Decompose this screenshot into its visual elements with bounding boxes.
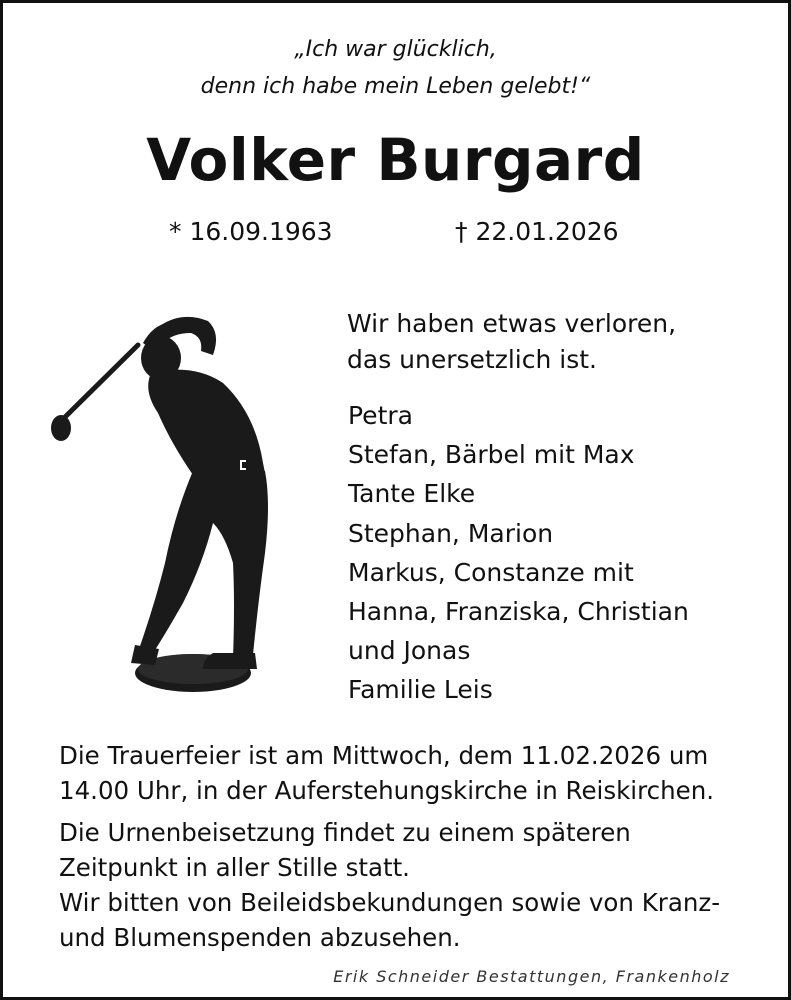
birth-date: * 16.09.1963 [169,217,333,246]
mourner-entry: Markus, Constanze mit [348,557,634,587]
intro-text [347,306,676,378]
request-line-1: Wir bitten von Beileidsbekundungen sowie von Kranz- [59,888,721,917]
quote [3,31,788,105]
service-line-2: 14.00 Uhr, in der Auferstehungskirche in Reiskirchen. [59,776,715,805]
death-date: † 22.01.2026 [455,217,619,246]
mourner-entry: und Jonas [348,636,471,666]
mourner-entry: Familie Leis [348,675,493,705]
mourner-entry: Hanna, Franziska, Christian [348,597,689,627]
quote-line-1: „Ich war glücklich, [294,37,497,62]
request-line-2: und Blumenspenden abzusehen. [59,923,461,952]
mourner-entry: Tante Elke [348,479,476,509]
urn-line-2: Zeitpunkt in aller Stille statt. [59,853,410,882]
urn-line-1: Die Urnenbeisetzung findet zu einem späteren [59,818,631,847]
quote-line-2: denn ich habe mein Leben gelebt!“ [200,74,591,99]
urn-burial-info [59,815,749,885]
funeral-service-info [59,738,749,808]
intro-line-2: das unersetzlich ist. [347,345,597,374]
mourner-entry: Stephan, Marion [348,518,554,548]
deceased-name: Volker Burgard [146,126,645,194]
intro-line-1: Wir haben etwas verloren, [347,309,677,338]
condolence-request [59,885,749,955]
service-line-1: Die Trauerfeier ist am Mittwoch, dem 11.02.2026 um [59,741,709,770]
funeral-home-credit: Erik Schneider Bestattungen, Frankenholz [333,967,730,986]
golfer-silhouette-icon [43,303,283,703]
mourner-entry: Stefan, Bärbel mit Max [348,440,635,470]
mourner-entry: Petra [348,401,413,430]
mourners-list [348,396,689,710]
